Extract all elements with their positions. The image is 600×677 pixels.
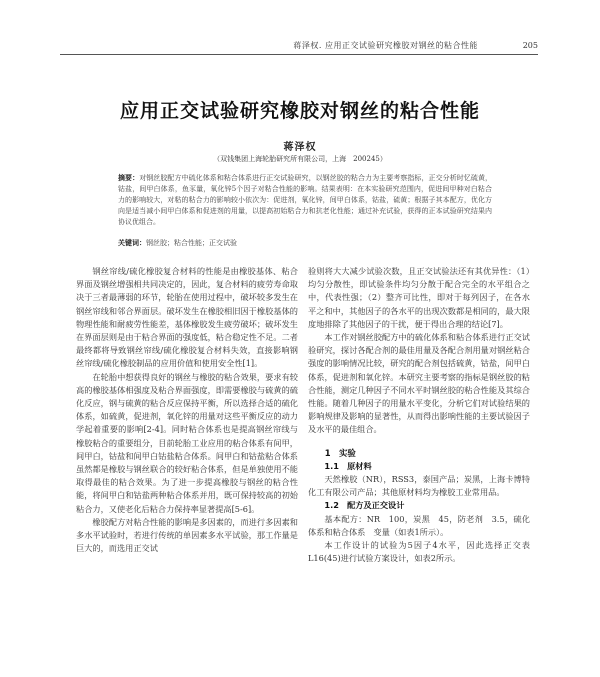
article-author: 蒋泽权 (283, 142, 317, 153)
left-paragraph-3: 橡胶配方对粘合性能的影响是多因素的，而进行多因素和多水平试验时，若进行传统的单因素多水平试验，那工作量是巨大的，而选用正交试 (76, 516, 298, 554)
subsection-heading-formula: 1.2 配方及正交设计 (324, 500, 405, 511)
subsection-heading-materials: 1.1 原材料 (324, 460, 372, 471)
left-paragraph-2: 在轮胎中想获得良好的钢丝与橡胶的粘合效果，要求有较高的橡胶基体相强度及粘合界面强度，即需要橡胶与硫黄的硫化反应，钢与硫黄的粘合反应保持平衡，所以选择合适的硫化体系，如硫黄，促进剂，氧化锌的用量对这些平衡反应的动力学起着重要的影响[2-4]。同时粘合体系也是提高钢丝帘线与橡胶粘合的重要组分，目前轮胎工业应用的粘合体系有间甲，间甲白，钴盐和间甲白钴盐粘合体系。间甲白和钴盐粘合体系虽然都是橡胶与钢丝联合的较好粘合体系，但是单独使用不能取得最佳的粘合效果。为了进一步提高橡胶与钢丝的粘合性能，将间甲白和钴盐两种粘合体系并用，既可保持较高的初始粘合力，又使老化后粘合力保持率显著提高[5-6]。 (76, 371, 298, 514)
left-paragraph-1: 钢丝帘线/硫化橡胶复合材料的性能是由橡胶基体、粘合界面及钢丝增强相共同决定的，因此，复合材料的疲劳寿命取决于三者最薄弱的环节，轮胎在使用过程中，破坏较多发生在钢丝帘线和邻合界面层。破坏发生在橡胶相旧因于橡胶基体的物理性能和耐疲劳性能差，基体橡胶发生疲劳破坏；破坏发生在界面层则是由于粘合界面的强度低，粘合稳定性不足。二者最终都将导致钢丝帘线/硫化橡胶复合材料失效，直接影响钢丝帘线/硫化橡胶制品的应用价值和使用安全性[1]。 (76, 266, 298, 369)
section-heading-experiment: 1 实验 (324, 447, 356, 458)
left-column (76, 265, 298, 555)
right-paragraph-formula: 基本配方：NR 100，炭黑 45，防老剂 3.5，硫化体系和粘合体系 变量（如表1所示）。 (308, 513, 530, 537)
running-title: 蒋泽权. 应用正交试验研究橡胶对钢丝的粘合性能 (293, 41, 478, 50)
keywords-text: 钢丝胶；粘合性能；正交试验 (146, 239, 237, 247)
keywords (118, 237, 492, 249)
right-paragraph-2: 本工作对钢丝胶配方中的硫化体系和粘合体系进行正交试验研究，探讨各配合剂的最佳用量及各配合剂用量对钢丝粘合强度的影响情况比较，研究的配合剂包括硫黄，钴盐，间甲白体系，促进剂和氧化锌。本研究主要考察的指标是钢丝胶的粘合性能，测定几种因子不同水平时钢丝胶的粘合性能及其综合性能。随着几种因子的用量水平变化，分析它们对试验结果的影响规律及影响的显著性，从而得出影响性能的主要试验因子及水平的最佳组合。 (308, 332, 530, 435)
right-paragraph-design: 本工作设计的试验为5因子4水平，因此选择正交表L16(45)进行试验方案设计，如表2所示。 (308, 540, 530, 564)
article-affiliation: （双钱集团上海轮胎研究所有限公司，上海 200245） (213, 155, 387, 163)
right-paragraph-1: 验则将大大减少试验次数，且正交试验法还有其优异性：（1）均匀分散性，即试验条件均匀分散于配合完全的水平组合之中，代表性强；（2）整齐可比性，即对于每列因子，在各水平之和中，其他因子的各水平的出现次数都是相同的，最大限度地排除了其他因子的干扰，便于得出合理的结论[7]。 (308, 266, 530, 329)
keywords-label: 关键词： (118, 238, 146, 247)
right-paragraph-materials: 天然橡胶（NR），RSS3，泰国产品；炭黑，上海卡博特化工有限公司产品；其他原材料均为橡胶工业常用品。 (308, 474, 530, 498)
abstract-text: 对钢丝胶配方中硫化体系和粘合体系进行正交试验研究，以钢丝胶的粘合力为主要考察指标，正交分析时忆硫黄，钴盐，间甲白体系，鱼豕量，氧化锌5个因子对粘合性能的影响。结果表明：在本实验研究范围内，促进间甲种对白粘合力的影响较大，对粘的粘合力的影响较小依次为：促进剂，氧化锌，间甲白体系，钴盐，硫黄；根据子其本配方，优化方向是适当减小间甲白体系和促进剂的用量，以提高初始粘合力和抗老化性能；通过补充试验，获得的正本试验研究结果内协议优组合。 (118, 174, 493, 226)
article-title: 应用正交试验研究橡胶对钢丝的粘合性能 (119, 100, 480, 122)
right-column (308, 265, 530, 565)
abstract (118, 172, 492, 228)
abstract-label: 摘要： (118, 173, 140, 182)
running-header (60, 40, 538, 55)
page-number: 205 (522, 41, 538, 50)
